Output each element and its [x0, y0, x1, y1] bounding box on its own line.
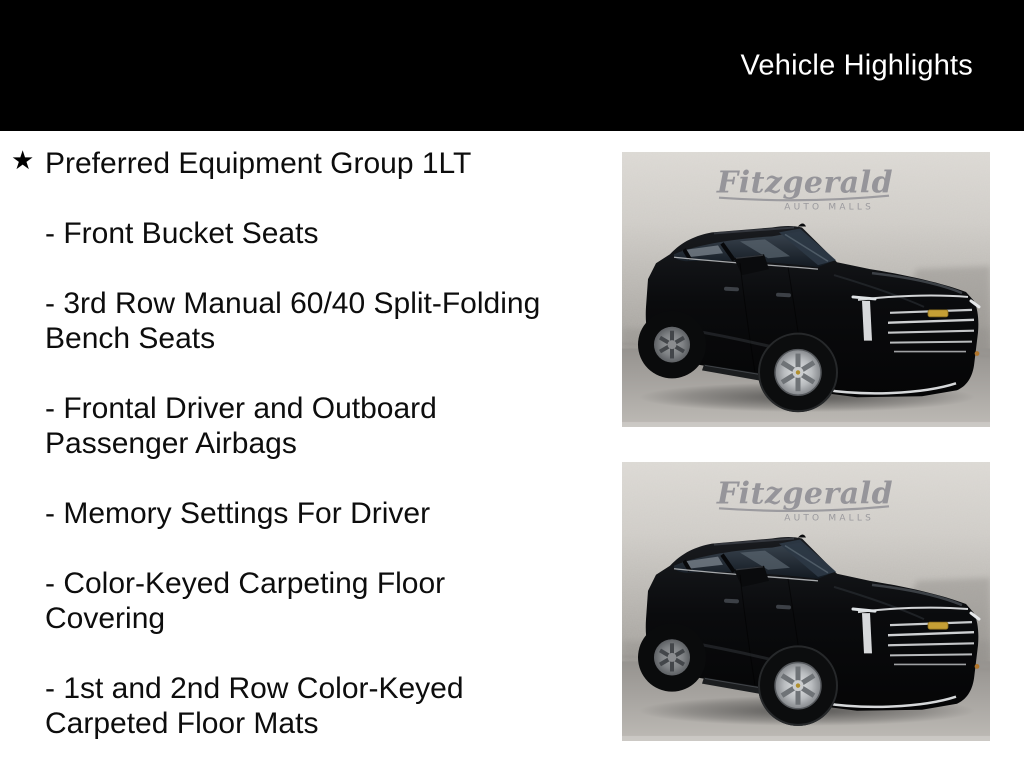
- front-wheel: [758, 333, 838, 412]
- chevrolet-bowtie-emblem: [928, 310, 948, 317]
- equipment-group-heading: [11, 146, 557, 181]
- feature-item: - Memory Settings For Driver: [45, 497, 431, 530]
- feature-item: - 3rd Row Manual 60/40 Split-Folding Bench Seats: [45, 287, 541, 355]
- amber-marker: [975, 351, 980, 356]
- feature-item: - Frontal Driver and Outboard Passenger Airbags: [45, 392, 437, 460]
- watermark-name: Fitzgerald: [716, 165, 894, 201]
- page-title: Vehicle Highlights: [740, 49, 973, 81]
- door-handle: [724, 287, 739, 292]
- studio-car-photo: [622, 152, 990, 427]
- door-handle: [776, 293, 791, 298]
- rear-wheel: [638, 311, 706, 379]
- feature-items: [45, 216, 557, 741]
- star-bullet-icon: ★: [11, 146, 35, 176]
- vehicle-photo-1[interactable]: [622, 152, 990, 427]
- vehicle-photo-2[interactable]: [622, 462, 990, 741]
- feature-item: - 1st and 2nd Row Color-Keyed Carpeted Floor Mats: [45, 672, 464, 740]
- header-bar: [0, 0, 1024, 131]
- equipment-list: [11, 146, 557, 776]
- equipment-group-label: Preferred Equipment Group 1LT: [45, 147, 472, 180]
- feature-item: - Color-Keyed Carpeting Floor Covering: [45, 567, 446, 635]
- feature-item: - Front Bucket Seats: [45, 217, 319, 250]
- watermark-subtext: AUTO MALLS: [784, 202, 874, 213]
